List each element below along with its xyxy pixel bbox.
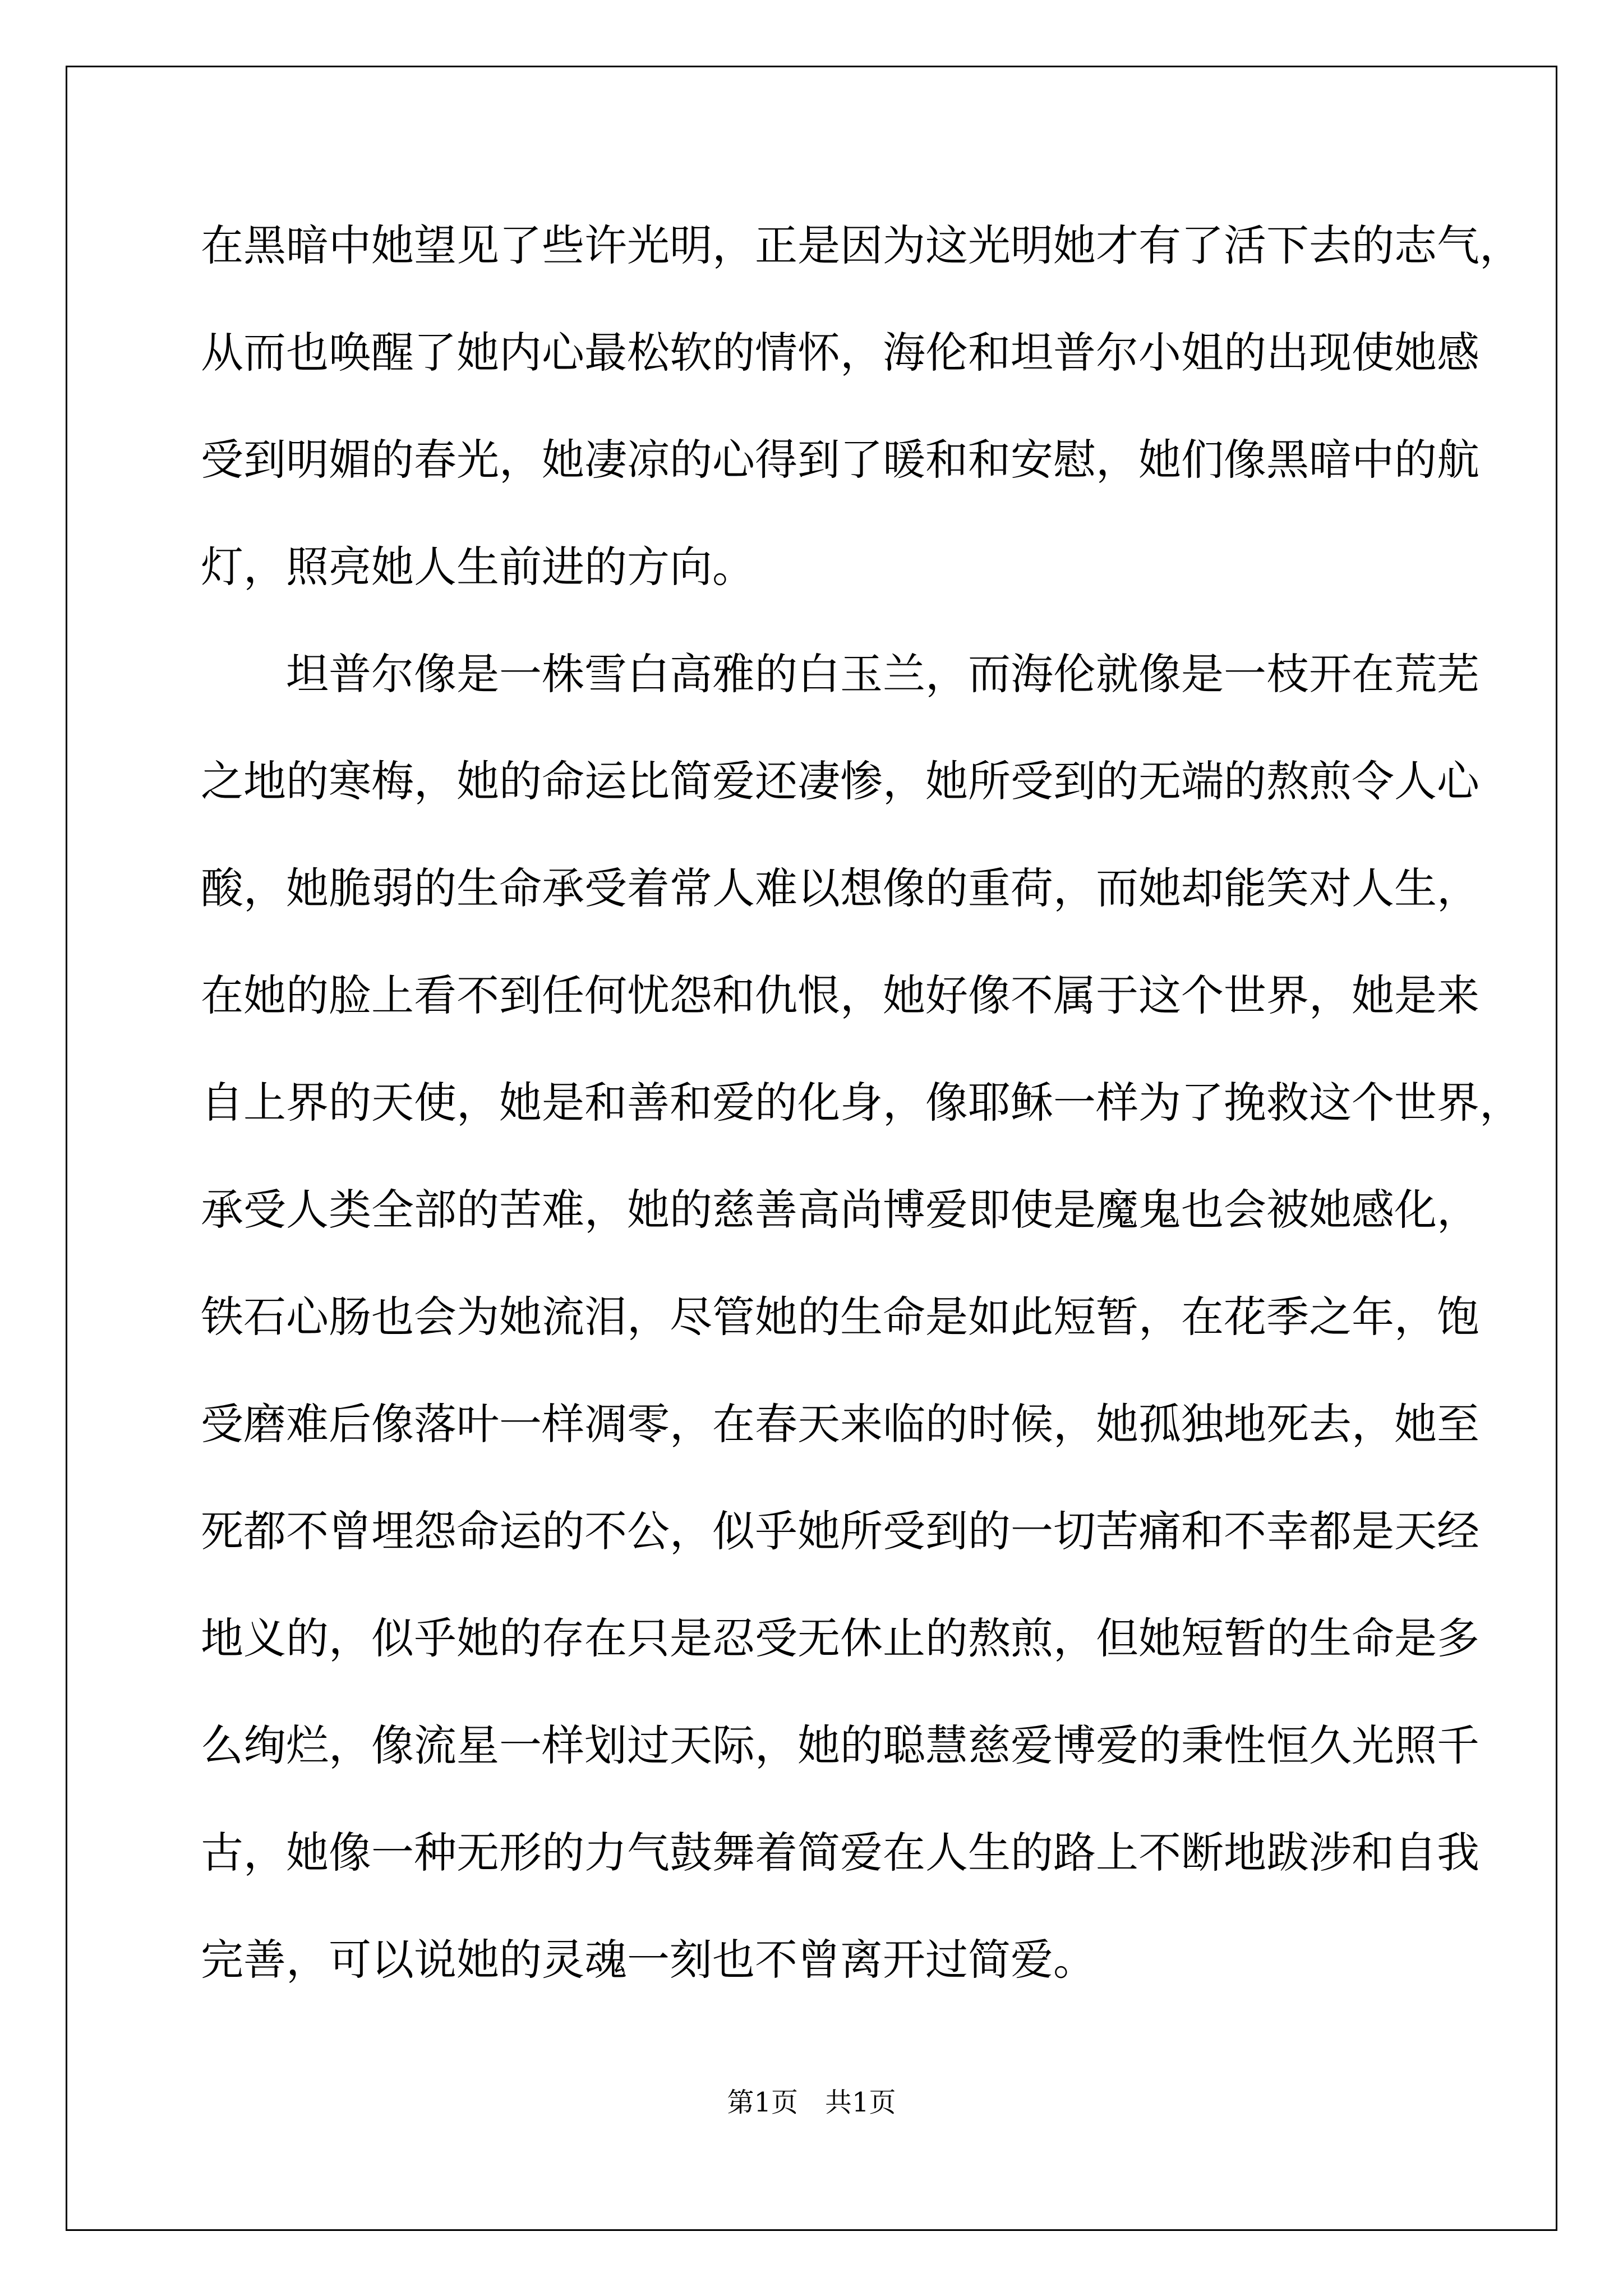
page-number: 第1页 — [727, 2087, 798, 2118]
text-line: 古，她像一种无形的力气鼓舞着简爱在人生的路上不断地跋涉和自我 — [201, 1828, 1479, 1878]
text-line: 承受人类全部的苦难，她的慈善高尚博爱即使是魔鬼也会被她感化， — [201, 1185, 1479, 1235]
text-line: 从而也唤醒了她内心最松软的情怀，海伦和坦普尔小姐的出现使她感 — [201, 328, 1479, 378]
text-line: 么绚烂，像流星一样划过天际，她的聪慧慈爱博爱的秉性恒久光照千 — [201, 1720, 1479, 1770]
text-line: 受磨难后像落叶一样凋零，在春天来临的时候，她孤独地死去，她至 — [201, 1399, 1479, 1449]
text-line: 坦普尔像是一株雪白高雅的白玉兰，而海伦就像是一枝开在荒芜 — [286, 649, 1479, 699]
document-body — [201, 213, 1522, 2035]
text-line: 铁石心肠也会为她流泪，尽管她的生命是如此短暂，在花季之年，饱 — [201, 1292, 1479, 1342]
text-line: 酸，她脆弱的生命承受着常人难以想像的重荷，而她却能笑对人生， — [201, 863, 1479, 913]
text-line: 死都不曾埋怨命运的不公，似乎她所受到的一切苦痛和不幸都是天经 — [201, 1506, 1479, 1556]
text-line: 自上界的天使，她是和善和爱的化身，像耶稣一样为了挽救这个世界， — [201, 1078, 1522, 1128]
text-line: 受到明媚的春光，她凄凉的心得到了暖和和安慰，她们像黑暗中的航 — [201, 435, 1479, 485]
text-line: 在她的脸上看不到任何忧怨和仇恨，她好像不属于这个世界，她是来 — [201, 970, 1479, 1020]
text-line: 灯，照亮她人生前进的方向。 — [201, 542, 755, 592]
text-line: 地义的，似乎她的存在只是忍受无休止的熬煎，但她短暂的生命是多 — [201, 1613, 1479, 1663]
text-line: 完善，可以说她的灵魂一刻也不曾离开过简爱。 — [201, 1935, 1096, 1985]
page-total: 共1页 — [825, 2087, 896, 2118]
text-line: 在黑暗中她望见了些许光明，正是因为这光明她才有了活下去的志气， — [201, 220, 1522, 270]
text-line: 之地的寒梅，她的命运比简爱还凄惨，她所受到的无端的熬煎令人心 — [201, 756, 1479, 806]
page-footer — [0, 2086, 1623, 2119]
